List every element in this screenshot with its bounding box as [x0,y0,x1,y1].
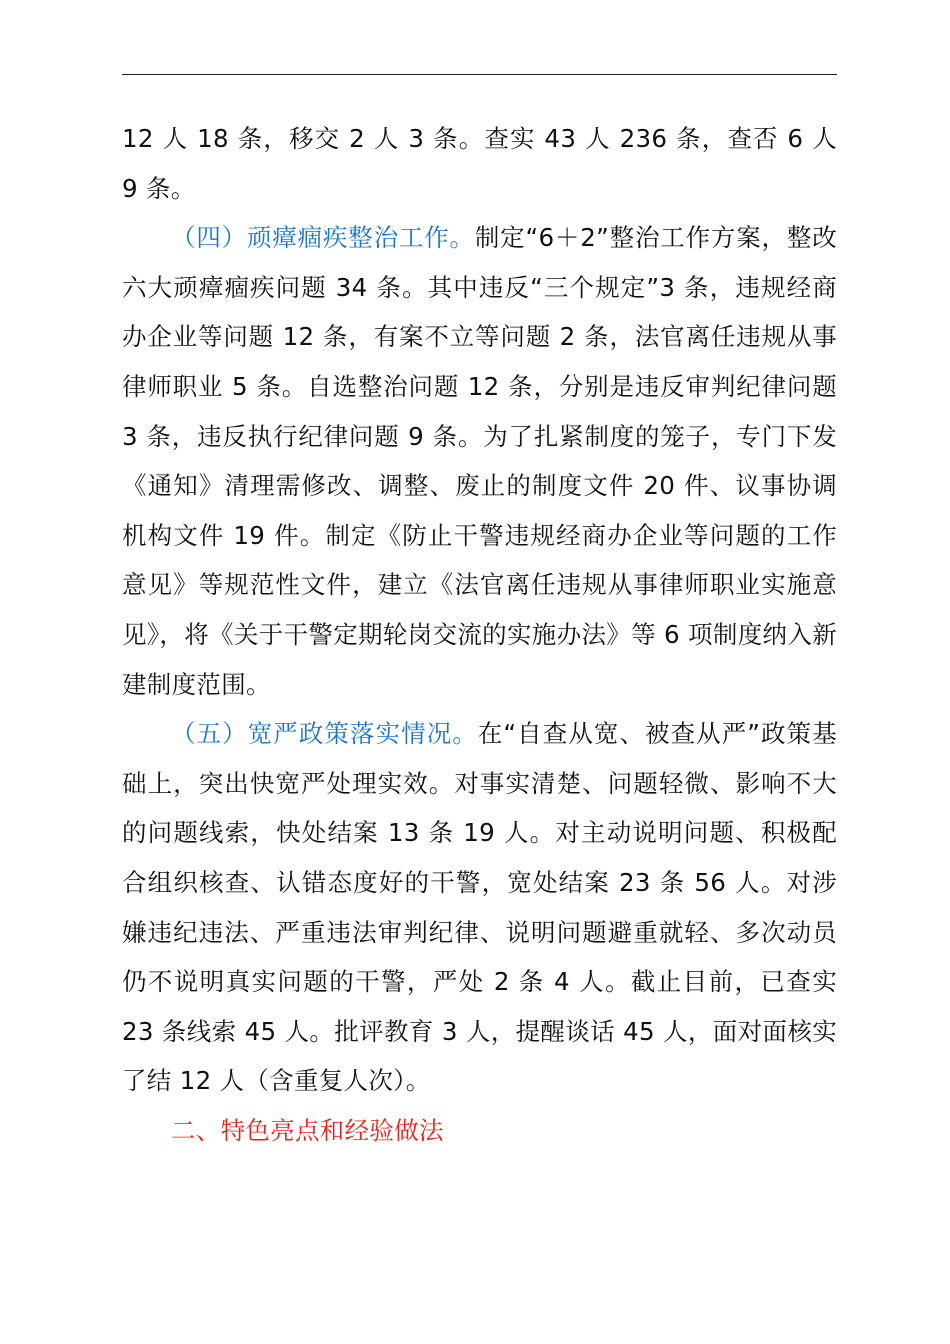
paragraph-text: 12 人 18 条，移交 2 人 3 条。查实 43 人 236 条，查否 6 人 9 条。 [122,124,837,203]
document-body [122,114,837,1155]
header-rule [122,74,837,75]
section-heading: 二、特色亮点和经验做法 [171,1115,444,1145]
paragraph-continuation [122,114,837,213]
subsection-heading: （四）顽瘴痼疾整治工作。 [171,223,475,253]
subsection-heading: （五）宽严政策落实情况。 [171,719,478,749]
paragraph-text: 在“自查从宽、被查从严”政策基础上，突出快宽严处理实效。对事实清楚、问题轻微、影响不大的问题线索，快处结案 13 条 19 人。对主动说明问题、积极配合组织核查、认错态度好的干警，宽处结案 23 条 56 人。对涉嫌违纪违法、严重违法审判纪律、说明问题避重就轻、多次动员仍不说明真实问题的干警，严处 2 条 4 人。截止目前，已查实 23 条线索 45 人。批评教育 3 人，提醒谈话 45 人，面对面核实了结 12 人（含重复人次）。 [122,719,837,1096]
paragraph-rectification [122,213,837,709]
paragraph-text: 制定“6＋2”整治工作方案，整改六大顽瘴痼疾问题 34 条。其中违反“三个规定”3 条，违规经商办企业等问题 12 条，有案不立等问题 2 条，法官离任违规从事律师职业 5 条。自选整治问题 12 条，分别是违反审判纪律问题 3 条，违反执行纪律问题 9 条。为了扎紧制度的笼子，专门下发《通知》清理需修改、调整、废止的制度文件 20 件、议事协调机构文件 19 件。制定《防止干警违规经商办企业等问题的工作意见》等规范性文件，建立《法官离任违规从事律师职业实施意见》，将《关于干警定期轮岗交流的实施办法》等 6 项制度纳入新建制度范围。 [122,223,837,699]
paragraph-policy [122,709,837,1106]
